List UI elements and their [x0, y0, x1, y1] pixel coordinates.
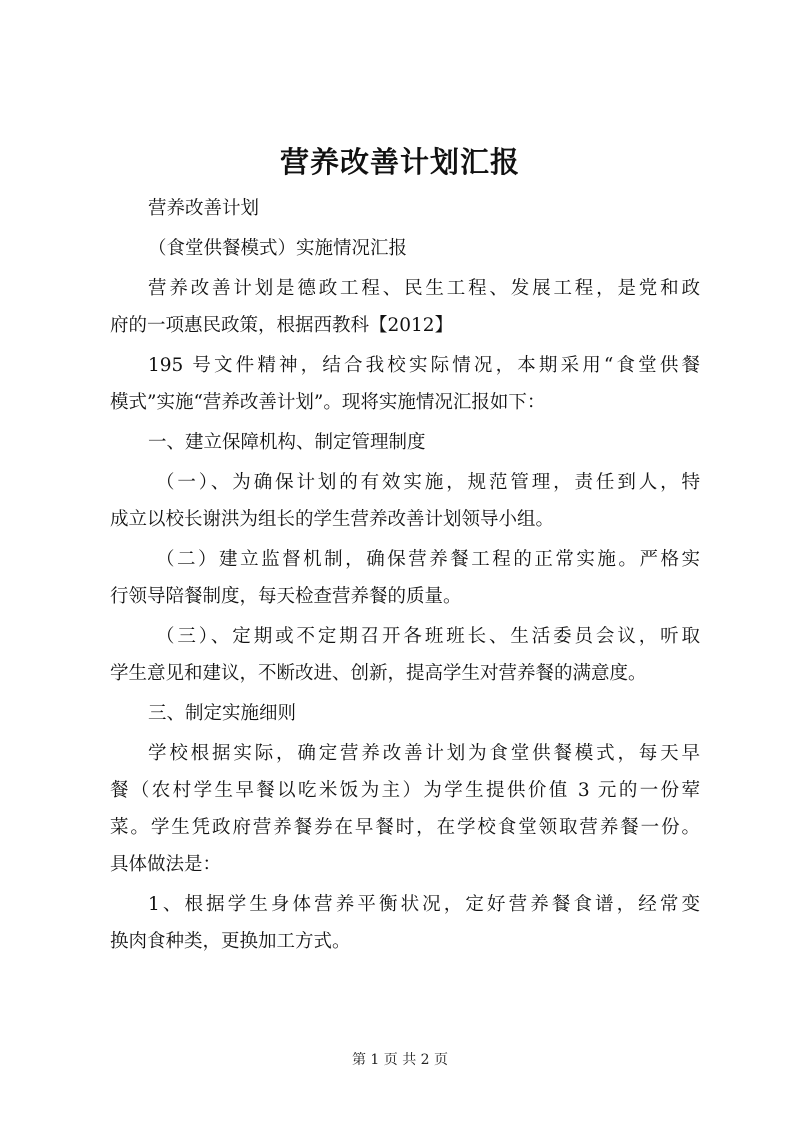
text-line: 营养改善计划: [148, 198, 260, 219]
text-line: 学校根据实际，确定营养改善计划为食堂供餐模式，每天早: [148, 743, 700, 764]
text-line: 营养改善计划是德政工程、民生工程、发展工程，是党和政: [148, 278, 700, 299]
paragraph-intro: [110, 270, 700, 344]
text-line: （三）、定期或不定期召开各班班长、生活委员会议，听取: [156, 626, 700, 647]
text-line: 195 号文件精神，结合我校实际情况，本期采用“食堂供餐: [148, 355, 700, 376]
text-line: 一、建立保障机构、制定管理制度: [148, 432, 426, 453]
text-line: 餐（农村学生早餐以吃米饭为主）为学生提供价值 3 元的一份荤: [110, 780, 700, 801]
paragraph-subtitle-1: [110, 190, 700, 227]
text-line: 成立以校长谢洪为组长的学生营养改善计划领导小组。: [110, 509, 555, 530]
paragraph-implementation: [110, 735, 700, 883]
text-line: （二）建立监督机制，确保营养餐工程的正常实施。严格实: [156, 549, 700, 570]
paragraph-item-2: [110, 541, 700, 615]
text-line: 学生意见和建议，不断改进、创新，提高学生对营养餐的满意度。: [110, 663, 647, 684]
paragraph-item-3: [110, 618, 700, 692]
text-line: 模式”实施“营养改善计划”。现将实施情况汇报如下：: [110, 392, 546, 413]
text-line: （食堂供餐模式）实施情况汇报: [148, 238, 408, 259]
page-title: 营养改善计划汇报: [279, 145, 520, 179]
text-line: 行领导陪餐制度，每天检查营养餐的质量。: [110, 586, 462, 607]
text-line: 1、根据学生身体营养平衡状况，定好营养餐食谱，经常变: [148, 894, 700, 915]
paragraph-subtitle-2: [110, 230, 700, 267]
paragraph-step-1: [110, 886, 700, 960]
section-heading-3: [110, 695, 700, 732]
page-footer: 第 1 页 共 2 页: [351, 1052, 449, 1068]
text-line: 具体做法是：: [110, 854, 222, 875]
paragraph-document-basis: [110, 347, 700, 421]
text-line: 三、制定实施细则: [148, 703, 297, 724]
paragraph-item-1: [110, 464, 700, 538]
text-line: （一）、为确保计划的有效实施，规范管理，责任到人，特: [156, 472, 700, 493]
text-line: 府的一项惠民政策，根据西教科【2012】: [110, 315, 454, 336]
text-line: 菜。学生凭政府营养餐券在早餐时，在学校食堂领取营养餐一份。: [110, 817, 700, 838]
document-body: [110, 190, 700, 963]
text-line: 换肉食种类，更换加工方式。: [110, 931, 351, 952]
section-heading-1: [110, 424, 700, 461]
